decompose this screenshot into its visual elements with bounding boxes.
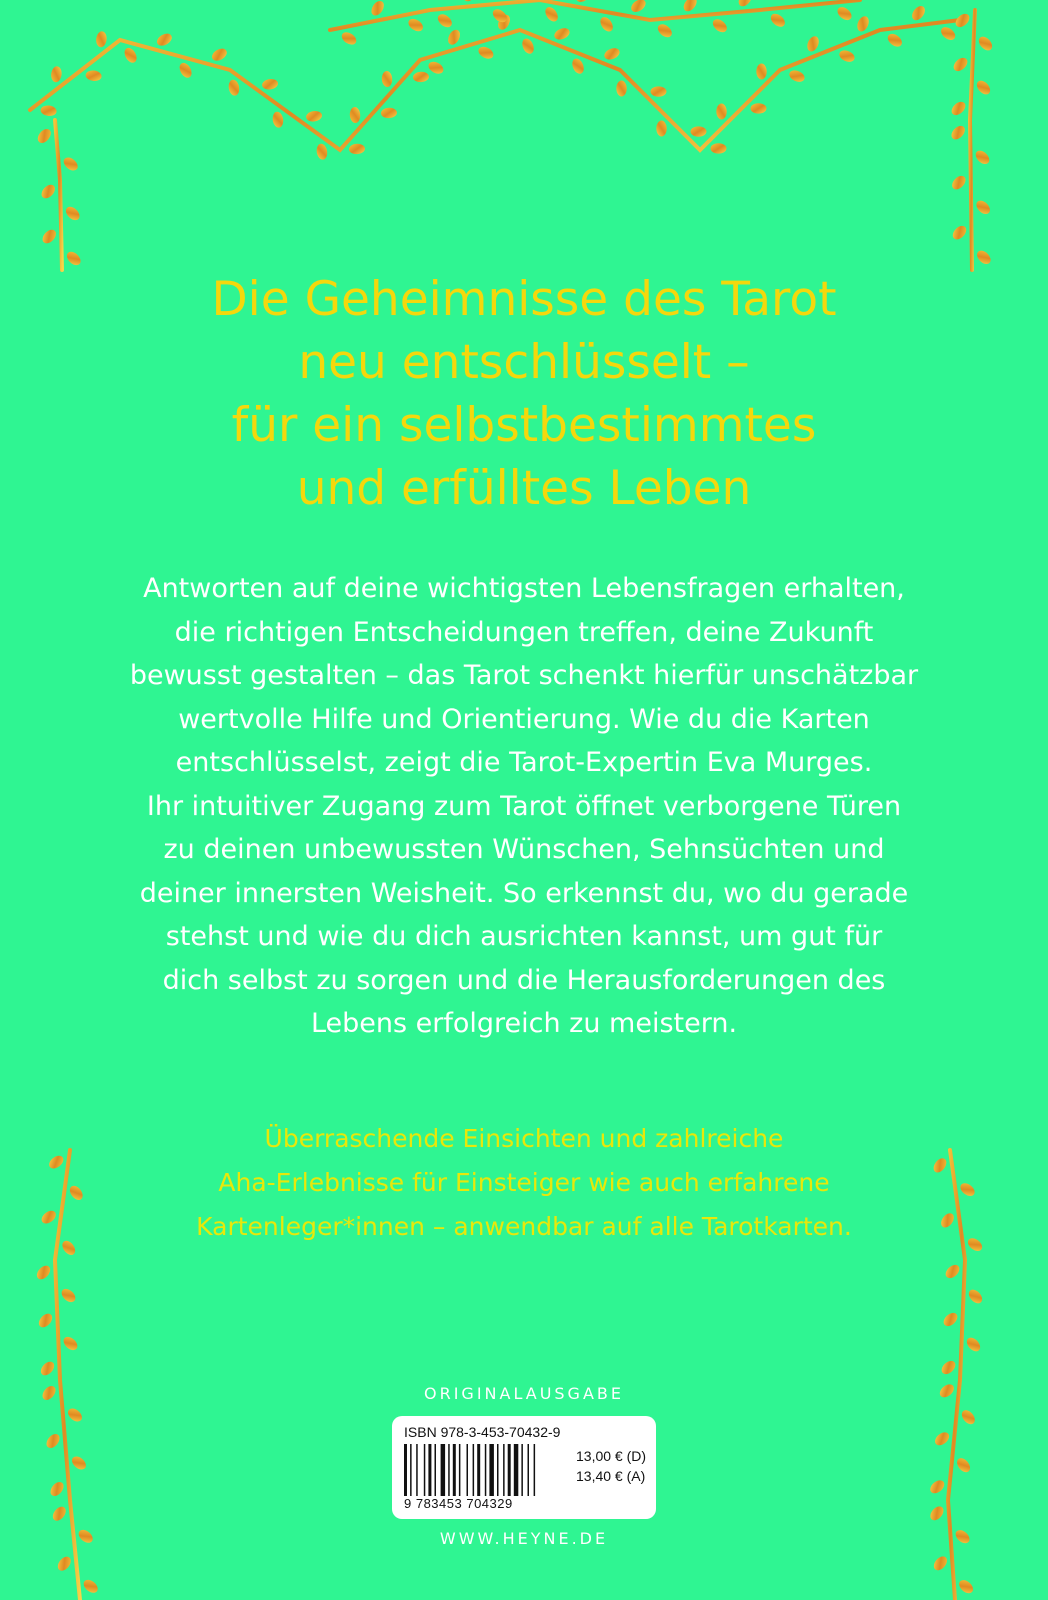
headline-line: und erfülltes Leben	[296, 461, 752, 516]
tagline-line: Aha-Erlebnisse für Einsteiger wie auch erfahrene	[218, 1168, 830, 1197]
description-line: zu deinen unbewussten Wünschen, Sehnsüchten und	[163, 834, 885, 865]
headline	[0, 268, 1048, 520]
tagline	[0, 1117, 1048, 1249]
barcode	[404, 1444, 564, 1496]
headline-line: Die Geheimnisse des Tarot	[211, 272, 837, 327]
description-line: bewusst gestalten – das Tarot schenkt hierfür unschätzbar	[129, 660, 919, 691]
description-line: wertvolle Hilfe und Orientierung. Wie du die Karten	[178, 703, 870, 735]
tagline-line: Überraschende Einsichten und zahlreiche	[264, 1124, 784, 1153]
description-line: Antworten auf deine wichtigsten Lebensfragen erhalten,	[143, 573, 905, 604]
description-line: Ihr intuitiver Zugang zum Tarot öffnet verborgene Türen	[146, 790, 902, 822]
barcode-label	[392, 1416, 656, 1519]
description-line: die richtigen Entscheidungen treffen, deine Zukunft	[174, 616, 874, 648]
description-line: entschlüsselst, zeigt die Tarot-Expertin Eva Murges.	[175, 747, 873, 778]
description-line: Lebens erfolgreich zu meistern.	[310, 1008, 738, 1039]
description	[0, 567, 1048, 1046]
price-germany: 13,00 € (D)	[576, 1448, 647, 1464]
edition-label: ORIGINALAUSGABE	[424, 1384, 624, 1403]
price-austria: 13,40 € (A)	[576, 1468, 646, 1484]
description-line: stehst und wie du dich ausrichten kannst, um gut für	[165, 921, 883, 952]
description-line: deiner innersten Weisheit. So erkennst du, wo du gerade	[139, 877, 909, 909]
tagline-line: Kartenleger*innen – anwendbar auf alle Tarotkarten.	[196, 1212, 852, 1241]
headline-line: für ein selbstbestimmtes	[231, 398, 817, 453]
isbn-text: ISBN 978-3-453-70432-9	[404, 1424, 561, 1440]
headline-line: neu entschlüsselt –	[298, 335, 750, 390]
barcode-digits: 9 783453 704329	[404, 1496, 513, 1511]
description-line: dich selbst zu sorgen und die Herausforderungen des	[162, 964, 886, 996]
publisher-website: WWW.HEYNE.DE	[439, 1529, 609, 1548]
